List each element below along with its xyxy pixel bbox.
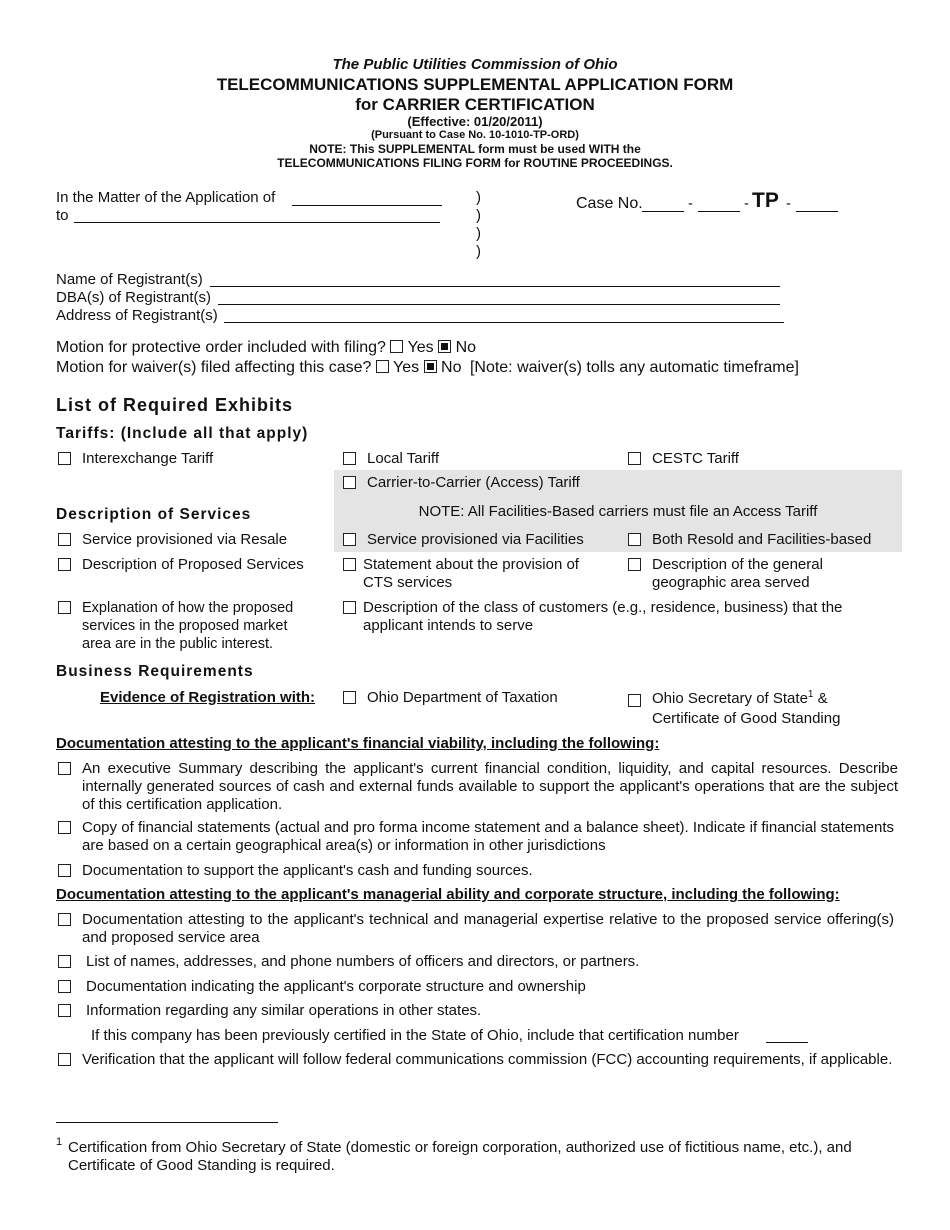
caption-paren-3: ) [476,225,481,242]
applicant-name-field[interactable] [292,205,442,206]
secretary-of-state-checkbox[interactable] [628,694,641,707]
customer-class-line2: applicant intends to serve [363,617,534,634]
evidence-registration-label: Evidence of Registration with: [100,689,316,706]
waiver-yes-checkbox[interactable] [376,360,389,373]
cash-funding-checkbox[interactable] [58,864,71,877]
protective-yes-label: Yes [407,339,434,356]
applicant-to-field[interactable] [74,222,440,223]
similar-operations-checkbox[interactable] [58,1004,71,1017]
ohio-taxation-checkbox[interactable] [343,691,356,704]
case-number-field[interactable] [698,211,740,212]
case-tp-code: TP [752,189,779,212]
facilities-checkbox[interactable] [343,533,356,546]
resale-checkbox[interactable] [58,533,71,546]
case-year-field[interactable] [642,211,684,212]
commission-name: The Public Utilities Commission of Ohio [332,56,618,73]
both-resold-facilities-checkbox[interactable] [628,533,641,546]
protective-no-label: No [455,339,477,356]
certification-number-prompt: If this company has been previously certified in the State of Ohio, include that certification number [91,1027,739,1044]
cash-funding-text: Documentation to support the applicant's cash and funding sources. [82,862,533,879]
financial-heading: Documentation attesting to the applicant's financial viability, including the following: [56,735,660,752]
case-dash-3: - [786,195,791,212]
caption-paren-2: ) [476,207,481,224]
access-tariff-label: Carrier-to-Carrier (Access) Tariff [367,474,580,491]
resale-label: Service provisioned via Resale [82,531,288,548]
certification-number-field[interactable] [766,1042,808,1043]
facilities-label: Service provisioned via Facilities [367,531,584,548]
corporate-structure-text: Documentation indicating the applicant's corporate structure and ownership [86,978,586,995]
header-note-line1: NOTE: This SUPPLEMENTAL form must be used WITH the [309,142,641,156]
footnote-ref: 1 [807,689,814,700]
registrant-address-label: Address of Registrant(s) [56,307,218,324]
local-tariff-checkbox[interactable] [343,452,356,465]
exhibits-title: List of Required Exhibits [56,395,294,415]
access-tariff-checkbox[interactable] [343,476,356,489]
matter-label: In the Matter of the Application of [56,189,276,206]
footnote-text: Certification from Ohio Secretary of State (domestic or foreign corporation, authorized use of fictitious name, etc.), and Certificate of Good Standing is required. [68,1139,852,1174]
officers-list-text: List of names, addresses, and phone numbers of officers and directors, or partners. [86,953,640,970]
cestc-tariff-label: CESTC Tariff [652,450,739,467]
waiver-no-checkbox[interactable] [424,360,437,373]
waiver-yes-label: Yes [393,359,420,376]
secretary-of-state-text: Ohio Secretary of State [652,690,808,707]
customer-class-checkbox[interactable] [343,601,356,614]
officers-list-checkbox[interactable] [58,955,71,968]
caption-paren-4: ) [476,243,481,260]
public-interest-line3: area are in the public interest. [82,636,274,652]
cts-statement-line2: CTS services [363,574,453,591]
interexchange-tariff-label: Interexchange Tariff [82,450,214,467]
description-of-services-heading: Description of Services [56,506,252,523]
protective-order-question: Motion for protective order included with filing? [56,339,386,356]
effective-date: (Effective: 01/20/2011) [407,114,543,129]
cts-statement-line1: Statement about the provision of [363,556,579,573]
case-no-label: Case No. [576,195,643,212]
registrant-dba-label: DBA(s) of Registrant(s) [56,289,212,306]
financial-statements-text: Copy of financial statements (actual and pro forma income statement and a balance sheet). Indicate if financial statements are based on a certain geographical area(s) or information in other jurisdictions [82,819,894,854]
footnote-divider [56,1122,278,1123]
secretary-of-state-amp: & [813,690,828,707]
secretary-of-state-line2: Certificate of Good Standing [652,710,841,727]
secretary-of-state-line1 [652,689,828,707]
geographic-area-checkbox[interactable] [628,558,641,571]
cts-statement-checkbox[interactable] [343,558,356,571]
form-subtitle: for CARRIER CERTIFICATION [355,95,595,114]
business-requirements-heading: Business Requirements [56,663,254,680]
corporate-structure-checkbox[interactable] [58,980,71,993]
fcc-verification-text: Verification that the applicant will follow federal communications commission (FCC) accounting requirements, if applicable. [82,1051,893,1068]
public-interest-checkbox[interactable] [58,601,71,614]
waiver-question: Motion for waiver(s) filed affecting this case? [56,359,372,376]
waiver-row [56,359,799,377]
managerial-heading: Documentation attesting to the applicant's managerial ability and corporate structure, including the following: [56,886,840,903]
protective-yes-checkbox[interactable] [390,340,403,353]
header-note-line2: TELECOMMUNICATIONS FILING FORM for ROUTINE PROCEEDINGS. [277,156,673,170]
geographic-area-line2: geographic area served [652,574,810,591]
waiver-no-label: No [441,359,462,376]
case-dash-2: - [744,195,749,212]
public-interest-line2: services in the proposed market [82,618,288,634]
expertise-text: Documentation attesting to the applicant's technical and managerial expertise relative to the proposed service offering(s) and proposed service area [82,911,894,946]
to-label: to [56,207,69,224]
ohio-taxation-label: Ohio Department of Taxation [367,689,558,706]
waiver-note: [Note: waiver(s) tolls any automatic timeframe] [469,359,799,376]
facilities-note: NOTE: All Facilities-Based carriers must file an Access Tariff [418,503,818,520]
public-interest-line1: Explanation of how the proposed [82,600,294,616]
pursuant-case: (Pursuant to Case No. 10-1010-TP-ORD) [371,129,579,141]
interexchange-tariff-checkbox[interactable] [58,452,71,465]
protective-order-row [56,339,476,357]
form-title: TELECOMMUNICATIONS SUPPLEMENTAL APPLICATION FORM [216,75,734,94]
customer-class-line1: Description of the class of customers (e.g., residence, business) that the [363,599,843,616]
similar-operations-text: Information regarding any similar operations in other states. [86,1002,482,1019]
both-resold-facilities-label: Both Resold and Facilities-based [652,531,872,548]
case-dash-1: - [688,195,693,212]
registrant-name-field[interactable] [210,286,780,287]
expertise-checkbox[interactable] [58,913,71,926]
cestc-tariff-checkbox[interactable] [628,452,641,465]
proposed-services-label: Description of Proposed Services [82,556,304,573]
proposed-services-checkbox[interactable] [58,558,71,571]
executive-summary-text: An executive Summary describing the applicant's current financial condition, liquidity, and capital resources. Describe internally generated sources of cash and external funds available to support the applicant's operations that are the subject of this certification application. [82,760,898,813]
local-tariff-label: Local Tariff [367,450,439,467]
registrant-address-field[interactable] [224,322,784,323]
protective-no-checkbox[interactable] [438,340,451,353]
caption-paren-1: ) [476,189,481,206]
geographic-area-line1: Description of the general [652,556,823,573]
tariffs-heading: Tariffs: (Include all that apply) [56,425,309,442]
footnote-mark: 1 [56,1136,63,1148]
registrant-dba-field[interactable] [218,304,780,305]
financial-statements-checkbox[interactable] [58,821,71,834]
fcc-verification-checkbox[interactable] [58,1053,71,1066]
case-suffix-field[interactable] [796,211,838,212]
registrant-name-label: Name of Registrant(s) [56,271,203,288]
executive-summary-checkbox[interactable] [58,762,71,775]
